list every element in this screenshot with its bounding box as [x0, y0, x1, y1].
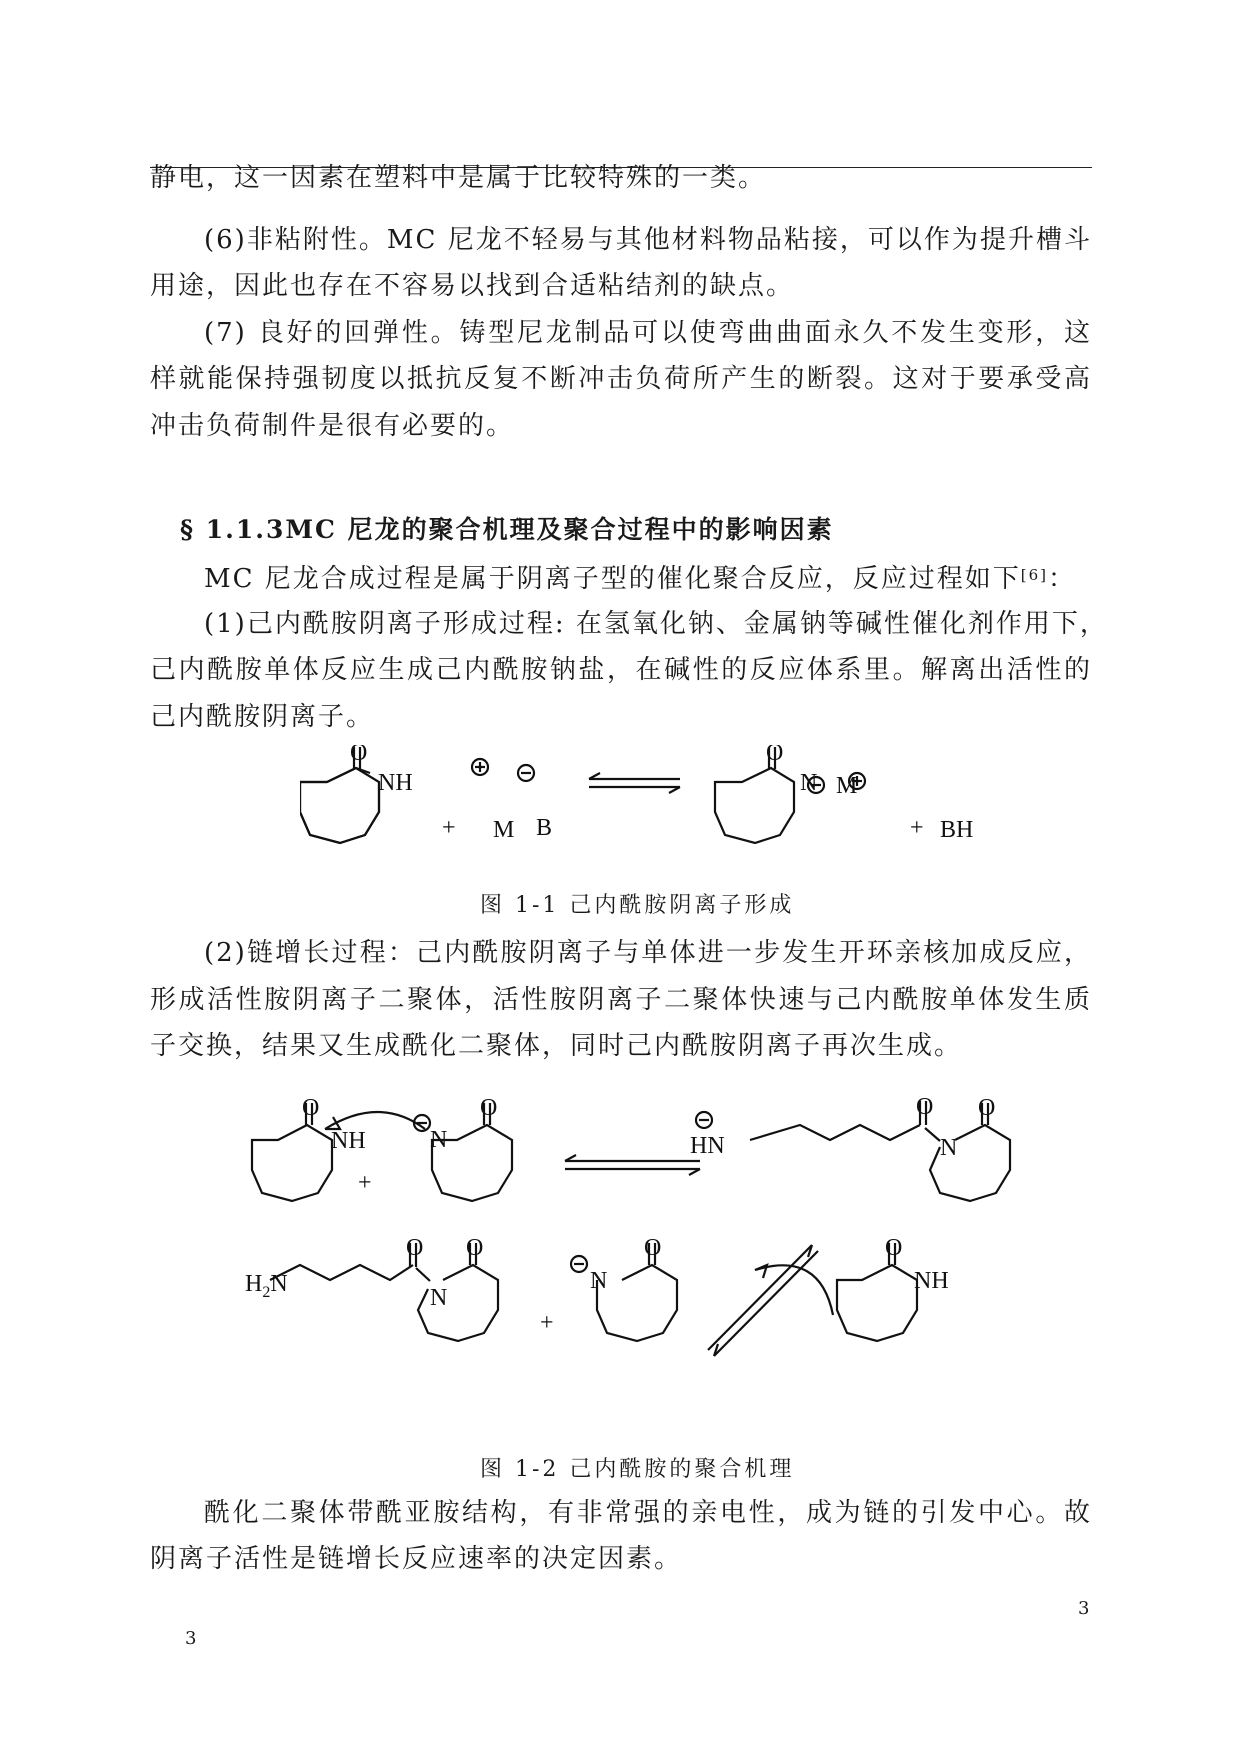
plus-sign: + [540, 1310, 554, 1336]
atom-label: O [350, 745, 368, 766]
ring-bond [597, 1265, 677, 1341]
atom-label: O [406, 1235, 424, 1261]
atom-label: O [302, 1095, 320, 1121]
paragraph-line: 己内酰胺阴离子。 [150, 702, 375, 732]
paragraph-line: 酰化二聚体带酰亚胺结构，有非常强的亲电性，成为链的引发中心。故 [204, 1498, 1092, 1528]
chain-bond [270, 1265, 413, 1280]
paragraph-line: 形成活性胺阴离子二聚体，活性胺阴离子二聚体快速与己内酰胺单体发生质 [150, 985, 1092, 1015]
page-number: 3 [185, 1628, 197, 1649]
atom-label: NH [914, 1268, 949, 1294]
chain-bond [750, 1125, 920, 1140]
paragraph-line: 冲击负荷制件是很有必要的。 [150, 411, 515, 441]
atom-label: O [466, 1235, 484, 1261]
equilibrium-arrow [708, 1245, 812, 1350]
paragraph-line: 静电，这一因素在塑料中是属于比较特殊的一类。 [150, 163, 767, 193]
plus-sign: + [358, 1170, 372, 1196]
paragraph-line: 阴离子活性是链增长反应速率的决定因素。 [150, 1544, 683, 1574]
atom-label: O [885, 1235, 903, 1261]
paragraph-line: (2)链增长过程：己内酰胺阴离子与单体进一步发生开环亲核加成反应， [204, 938, 1092, 968]
ring-bond [300, 768, 379, 843]
atom-label: NH [378, 770, 413, 796]
atom-label: $H_2N$ [245, 1271, 288, 1301]
atom-label: N [430, 1285, 448, 1311]
atom-label: O [766, 745, 784, 766]
attack-arrow [325, 1112, 425, 1129]
ring-bond [252, 1125, 332, 1201]
paragraph-line: 子交换，结果又生成酰化二聚体，同时己内酰胺阴离子再次生成。 [150, 1031, 963, 1061]
atom-label: O [978, 1095, 996, 1121]
atom-label: O [916, 1094, 934, 1120]
paragraph-line: (7) 良好的回弹性。铸型尼龙制品可以使弯曲曲面永久不发生变形，这 [204, 318, 1092, 348]
citation-ref: [6] [1020, 566, 1049, 584]
atom-label: BH [940, 817, 974, 843]
ring-bond [837, 1265, 917, 1341]
section-heading: § 1.1.3MC 尼龙的聚合机理及聚合过程中的影响因素 [180, 515, 834, 544]
paragraph-line: 己内酰胺单体反应生成己内酰胺钠盐，在碱性的反应体系里。解离出活性的 [150, 655, 1092, 685]
atom-label: HN [690, 1133, 725, 1159]
ring-bond [715, 768, 794, 843]
paragraph-line: (1)己内酰胺阴离子形成过程: 在氢氧化钠、金属钠等碱性催化剂作用下， [204, 609, 1108, 639]
plus-sign: + [442, 815, 456, 841]
atom-label: O [644, 1235, 662, 1261]
figure-caption: 图 1-1 己内酰胺阴离子形成 [480, 893, 795, 918]
paragraph-line: 用途，因此也存在不容易以找到合适粘结剂的缺点。 [150, 271, 795, 301]
atom-label: O [480, 1095, 498, 1121]
paragraph-line: MC 尼龙合成过程是属于阴离子型的催化聚合反应，反应过程如下[6]： [204, 564, 1077, 594]
page-number: 3 [1078, 1598, 1090, 1619]
atom-label: M [836, 773, 858, 799]
atom-label: N [590, 1268, 608, 1294]
atom-label: M [493, 817, 515, 843]
figure-caption: 图 1-2 己内酰胺的聚合机理 [480, 1457, 795, 1482]
paragraph-line: 样就能保持强韧度以抵抗反复不断冲击负荷所产生的断裂。这对于要承受高 [150, 364, 1092, 394]
atom-label: B [536, 815, 553, 841]
figure-1-1-scheme [300, 745, 1000, 885]
plus-sign: + [910, 815, 924, 841]
atom-label: N [940, 1135, 958, 1161]
atom-label: N [430, 1127, 448, 1153]
atom-label: NH [331, 1128, 366, 1154]
paragraph-line: (6)非粘附性。MC 尼龙不轻易与其他材料物品粘接，可以作为提升槽斗 [204, 225, 1092, 255]
figure-1-2-scheme [240, 1085, 1040, 1445]
atom-label: N [800, 770, 818, 796]
